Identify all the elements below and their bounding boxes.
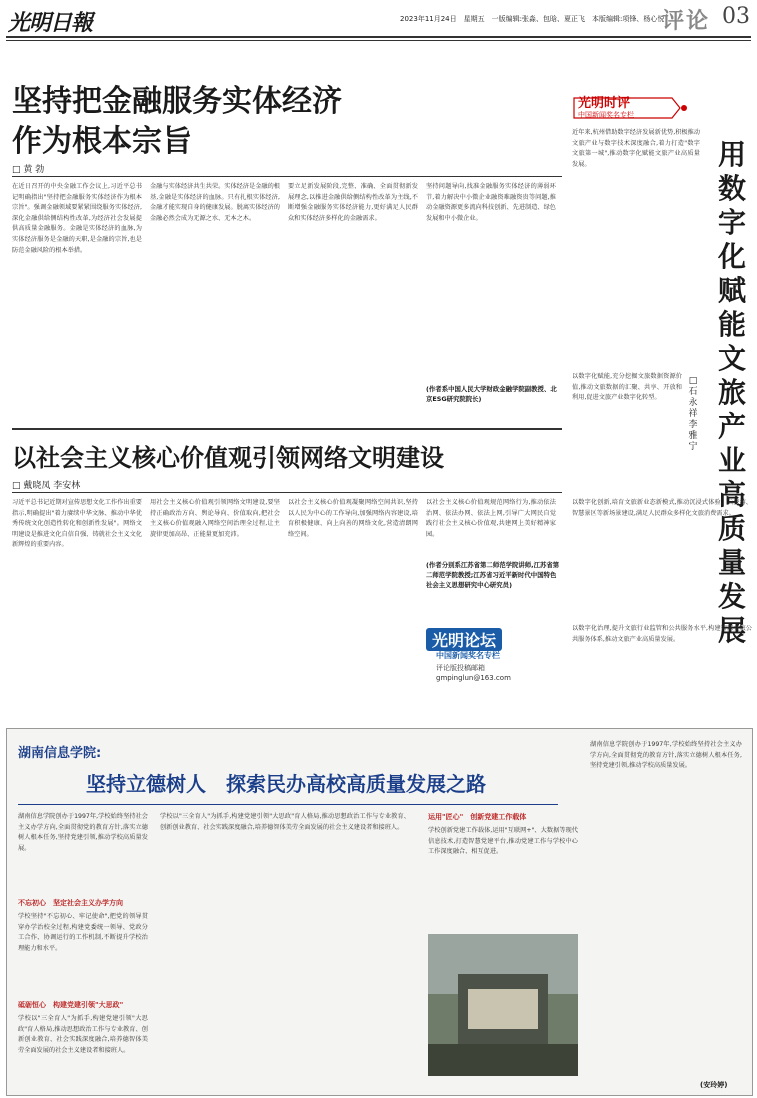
article3-title: 以社会主义核心价值观引领网络文明建设 <box>12 444 444 472</box>
advertorial-subhead-1: 不忘初心 坚定社会主义办学方向 <box>18 899 123 907</box>
article3-byline-rule <box>12 492 562 493</box>
article3-author-note: (作者分别系江苏省第二师范学院讲师,江苏省第二师范学院教授;江苏省习近平新时代中国特色社会主义思想研究中心研究员) <box>426 561 560 589</box>
article1-byline-rule <box>12 176 562 177</box>
article3-col-1: 习近平总书记近期对宣传思想文化工作作出重要指示,明确提出"着力赓续中华文脉、推动中华优秀传统文化创造性转化和创新性发展"。网络文明建设是推进文化自信自强、铸就社会主义文化新辉煌的重要内容。 <box>12 499 142 549</box>
article1-title-line1: 坚持把金融服务实体经济 <box>12 84 342 119</box>
advertorial-subhead-2: 砥砺恒心 构建党建引领"大思政" <box>18 1001 124 1009</box>
advertorial-col-1c: 学校以"三全育人"为抓手,构建党建引领"大思政"育人格局,推动思想政治工作与专业教育、创新创业教育、社会实践深度融合,培养德智体美劳全面发展的社会主义建设者和接班人。 <box>18 1015 148 1054</box>
advertorial-title-rule <box>18 804 558 805</box>
advertorial-subhead-3: 运用"匠心" 创新党建工作载体 <box>428 813 527 821</box>
article1-col-3: 要立足新发展阶段,完整、准确、全面贯彻新发展理念,以推进金融供给侧结构性改革为主线,不断增强金融服务实体经济能力,更好满足人民群众和实体经济多样化的金融需求。 <box>288 183 418 222</box>
article1-col-4: 坚持问题导向,找准金融服务实体经济的薄弱环节,着力解决中小微企业融资难融资贵等问题,推动金融资源更多流向科技创新、先进制造、绿色发展和中小微企业。 <box>426 183 556 222</box>
advertorial-kicker: 湖南信息学院: <box>18 746 102 761</box>
forum-contrib-label: 评论版投稿邮箱 <box>436 664 485 672</box>
newspaper-logo: 光明日報 <box>8 10 93 36</box>
commentary-badge-title: 光明时评 <box>578 96 631 111</box>
article2-vertical-title: 用数字化赋能文旅产业高质量发展 <box>717 138 746 647</box>
article2-col-1: 近年来,杭州借助数字经济发展新优势,积极推动文旅产业与数字技术深度融合,着力打造"数字文旅第一城",推动数字化赋能文旅产业高质量发展。 <box>572 129 700 168</box>
section-name: 评论 <box>662 8 711 34</box>
issue-meta: 2023年11月24日 星期五 一版编辑:张淼、包晗、夏正飞 本版编辑:项锋、杨心悦 <box>400 15 665 23</box>
advertorial-col-3: 学校创新党建工作载体,运用"互联网+"、大数据等现代信息技术,打造智慧党建平台,推动党建工作与学校中心工作深度融合、相互促进。 <box>428 827 578 856</box>
campus-photo <box>428 934 578 1076</box>
page-number: 03 <box>722 4 750 29</box>
forum-badge-subtitle: 中国新闻奖名专栏 <box>436 651 500 660</box>
advertorial-signature: (安玲婷) <box>700 1081 728 1089</box>
advertorial-col-4: 湖南信息学院创办于1997年,学校始终坚持社会主义办学方向,全面贯彻党的教育方针,落实立德树人根本任务,坚持党建引领,推动学校高质量发展。 <box>590 741 742 770</box>
article1-col-1: 在近日召开的中央金融工作会议上,习近平总书记明确指出"坚持把金融服务实体经济作为根本宗旨"。强调金融领域要紧紧围绕服务实体经济,深化金融供给侧结构性改革,为经济社会发展提供高质量金融服务。金融是实体经济的血脉,为实体经济服务是金融的天职,是金融的宗旨,也是防范金融风险的根本举措。 <box>12 183 142 254</box>
article1-col-2: 金融与实体经济共生共荣。实体经济是金融的根基,金融是实体经济的血脉。只有扎根实体经济,金融才能实现自身的健康发展。脱离实体经济的金融必然会成为无源之水、无本之木。 <box>150 183 280 222</box>
section-divider <box>12 428 562 430</box>
header-rule-thin <box>6 40 751 41</box>
article2-col-2: 以数字化赋能,充分挖掘文旅数据资源价值,推动文旅数据的汇聚、共享、开放和利用,促进文旅产业数字化转型。 <box>572 373 682 402</box>
article1-author-note: (作者系中国人民大学财政金融学院副教授、北京ESG研究院院长) <box>426 385 557 403</box>
advertorial-col-1b: 学校坚持"不忘初心、牢记使命",把党的领导贯穿办学治校全过程,构建党委统一领导、党政分工合作、协调运行的工作机制,不断提升学校治理能力和水平。 <box>18 913 148 952</box>
article3-col-4: 以社会主义核心价值观规范网络行为,推动依法治网、依法办网、依法上网,引导广大网民自觉践行社会主义核心价值观,共建网上美好精神家园。 <box>426 499 556 538</box>
article1-byline: □ 黄 勃 <box>12 165 45 175</box>
advertorial-col-1a: 湖南信息学院创办于1997年,学校始终坚持社会主义办学方向,全面贯彻党的教育方针,落实立德树人根本任务,坚持党建引领,推动学校高质量发展。 <box>18 813 148 852</box>
article2-col-4: 以数字化治理,提升文旅行业监管和公共服务水平,构建智慧文旅公共服务体系,推动文旅产业高质量发展。 <box>572 625 752 643</box>
article3-col-2: 用社会主义核心价值观引领网络文明建设,要坚持正确政治方向、舆论导向、价值取向,把社会主义核心价值观融入网络空间治理全过程,让主旋律更加高昂、正能量更加充沛。 <box>150 499 280 538</box>
forum-email[interactable]: gmpinglun@163.com <box>436 674 511 682</box>
advertorial-col-2: 学校以"三全育人"为抓手,构建党建引领"大思政"育人格局,推动思想政治工作与专业教育、创新创业教育、社会实践深度融合,培养德智体美劳全面发展的社会主义建设者和接班人。 <box>160 813 410 831</box>
article3-byline: □ 戴晓凤 李安林 <box>12 481 81 491</box>
header-rule <box>6 36 751 38</box>
article1-title <box>12 82 452 162</box>
forum-badge-title: 光明论坛 <box>426 628 502 651</box>
spacer <box>426 598 427 599</box>
article1-title-line2: 作为根本宗旨 <box>12 124 192 159</box>
article3-col-3: 以社会主义核心价值观凝聚网络空间共识,坚持以人民为中心的工作导向,加强网络内容建设,培育积极健康、向上向善的网络文化,营造清朗网络空间。 <box>288 499 418 538</box>
advertorial-title: 坚持立德树人 探索民办高校高质量发展之路 <box>86 772 486 796</box>
commentary-badge-subtitle: 中国新闻奖名专栏 <box>578 111 634 119</box>
article2-byline: □石永祥 李雅宁 <box>688 376 698 452</box>
article2-col-3: 以数字化创新,培育文旅新业态新模式,推动沉浸式体验、云旅游、智慧景区等新场景建设,满足人民群众多样化文旅消费需求。 <box>572 499 752 517</box>
